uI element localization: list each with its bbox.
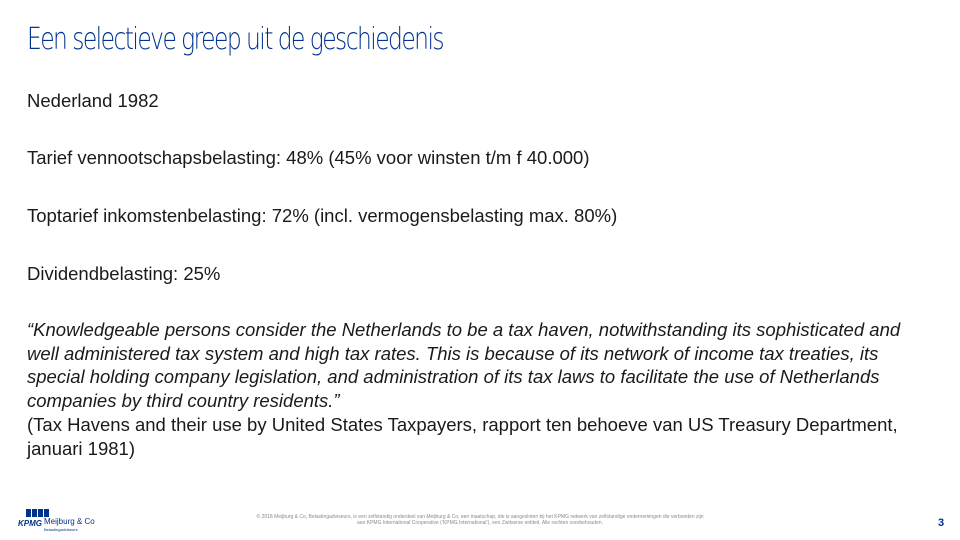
quote-text: “Knowledgeable persons consider the Netherlands to be a tax haven, notwithstanding its sophisticated and well administered tax system and high tax rates. This is because of its network of income tax treaties, its special holding company legislation, and administration of its tax laws to facilitate the use of Netherlands companies by third country residents.” (27, 319, 901, 412)
paragraph-dividendbelasting: Dividendbelasting: 25% (27, 263, 221, 284)
quote-block (27, 318, 932, 460)
slide-title: Een selectieve greep uit de geschiedenis (27, 22, 444, 57)
page-number: 3 (938, 517, 945, 529)
paragraph-inkomstenbelasting: Toptarief inkomstenbelasting: 72% (incl. vermogensbelasting max. 80%) (27, 205, 618, 226)
logo-name: Meijburg & Co (44, 517, 95, 526)
paragraph-vennootschapsbelasting: Tarief vennootschapsbelasting: 48% (45% voor winsten t/m f 40.000) (27, 147, 590, 168)
footer-legal-text: © 2018 Meijburg & Co, Belastingadviseurs, is een zelfstandig onderdeel van Meijburg & Co, een maatschap, die is aangesloten bij het KPMG netwerk van zelfstandige ondernemingen die verbonden zijn aan KPMG International Cooperative (‘KPMG International’), een Zwitserse entiteit. Alle rechten voorbehouden. (256, 514, 704, 526)
footer-logo (14, 503, 94, 535)
kpmg-logo-text: KPMG (18, 519, 42, 528)
logo-subtitle: Belastingadviseurs (44, 527, 78, 532)
quote-source: (Tax Havens and their use by United States Taxpayers, rapport ten behoeve van US Treasury Department, januari 1981) (27, 413, 898, 459)
paragraph-nederland-1982: Nederland 1982 (27, 90, 159, 111)
